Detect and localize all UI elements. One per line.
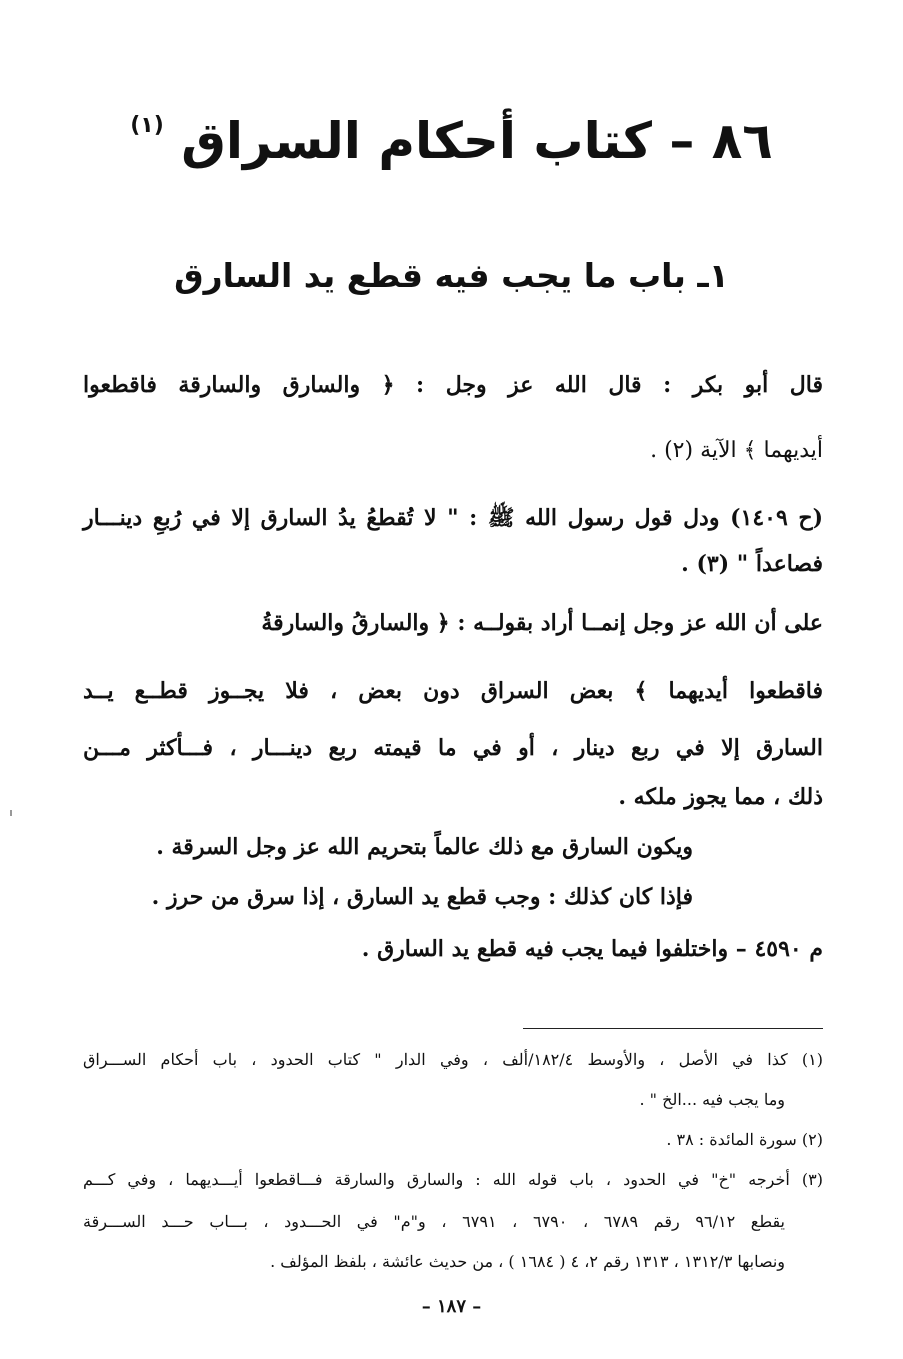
page-number: – ١٨٧ – <box>421 1296 482 1317</box>
section-title: ١ـ باب ما يجب فيه قطع يد السارق <box>174 256 729 295</box>
margin-mark <box>10 810 12 816</box>
footnote-line: ونصابها ١٣١٢/٣ ، ١٣١٣ رقم ٢، ٤ ( ١٦٨٤ ) ، من حديث عائشة ، بلفظ المؤلف . <box>270 1252 785 1271</box>
footnote-line: وما يجب فيه ...الخ " . <box>639 1090 785 1109</box>
body-line: م ٤٥٩٠ – واختلفوا فيما يجب فيه قطع يد السارق . <box>361 936 823 962</box>
footnote-line: (٢) سورة المائدة : ٣٨ . <box>666 1130 823 1149</box>
body-line: ويكون السارق مع ذلك عالماً بتحريم الله عز وجل السرقة . <box>156 834 693 860</box>
footnote-separator <box>523 1028 823 1029</box>
chapter-title-text: ٨٦ – كتاب أحكام السراق <box>181 112 773 170</box>
body-line: السارق إلا في ربع دينار ، أو في ما قيمته ربع دينـــار ، فـــأكثر مـــن <box>83 735 823 761</box>
body-line: على أن الله عز وجل إنمــا أراد بقولــه : ﴿ والسارقُ والسارقةُ <box>261 610 823 636</box>
chapter-title <box>0 112 903 170</box>
body-line: فاقطعوا أيديهما ﴾ بعض السراق دون بعض ، فلا يجــوز قطــع يــد <box>83 678 823 704</box>
chapter-note-ref: (١) <box>130 113 164 138</box>
body-line: فصاعداً " (٣) . <box>681 551 823 577</box>
footnote-line: يقطع ٩٦/١٢ رقم ٦٧٨٩ ، ٦٧٩٠ ، ٦٧٩١ ، و"م" في الحـــدود ، بـــاب حـــد الســـرقة <box>83 1212 785 1231</box>
footnote-line: (١) كذا في الأصل ، والأوسط ١٨٢/٤/ألف ، وفي الدار " كتاب الحدود ، باب أحكام الســـراق <box>83 1050 824 1069</box>
body-line: (ح ١٤٠٩) ودل قول رسول الله ﷺ : " لا تُقطعُ يدُ السارق إلا في رُبعِ دينـــار <box>83 505 823 531</box>
body-line: ذلك ، مما يجوز ملكه . <box>618 784 823 810</box>
footnote-line: (٣) أخرجه "خ" في الحدود ، باب قوله الله : والسارق والسارقة فـــاقطعوا أيـــديهما ، وفي كـــم <box>83 1170 823 1189</box>
body-line: قال أبو بكر : قال الله عز وجل : ﴿ والسارق والسارقة فاقطعوا <box>83 372 823 398</box>
body-line: فإذا كان كذلك : وجب قطع يد السارق ، إذا سرق من حرز . <box>151 884 693 910</box>
body-line: أيديهما ﴾ الآية (٢) . <box>650 438 823 463</box>
